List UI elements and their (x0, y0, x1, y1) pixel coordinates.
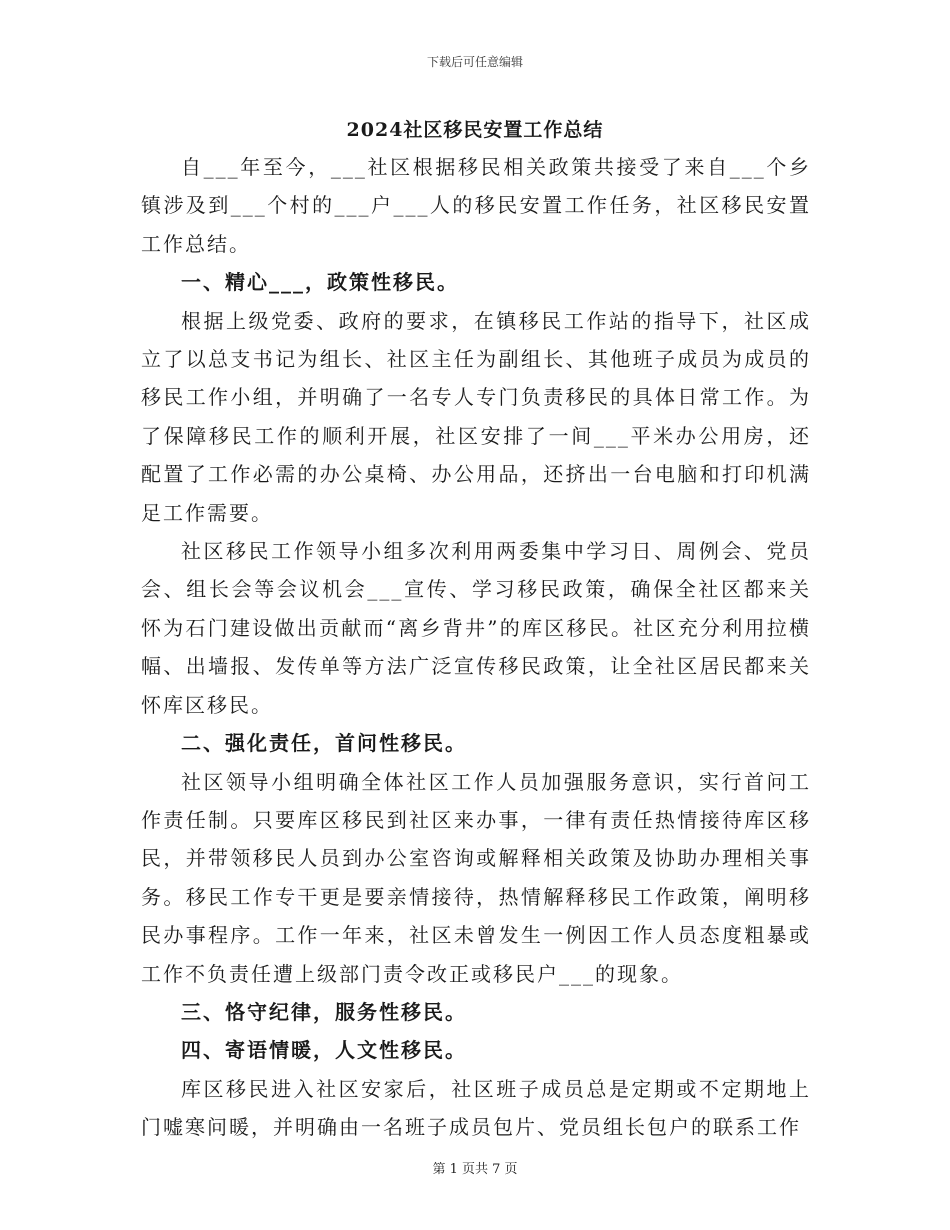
page-header-note: 下载后可任意编辑 (426, 55, 523, 69)
section-heading-2: 二、强化责任，首问性移民。 (181, 731, 467, 756)
page-number: 第 1 页共 7 页 (432, 1162, 518, 1177)
document-title: 2024社区移民安置工作总结 (346, 119, 604, 141)
body-paragraph: 社区领导小组明确全体社区工作人员加强服务意识，实行首问工作责任制。只要库区移民到社区来办事，一律有责任热情接待库区移民，并带领移民人员到办公室咨询或解释相关政策及协助办理相关事务。移民工作专干更是要亲情接待，热情解释移民工作政策，阐明移民办事程序。工作一年来，社区未曾发生一例因工作人员态度粗暴或工作不负责任遭上级部门责令改正或移民户___的现象。 (141, 769, 811, 986)
body-paragraph: 社区移民工作领导小组多次利用两委集中学习日、周例会、党员会、组长会等会议机会___宣传、学习移民政策，确保全社区都来关怀为石门建设做出贡献而“离乡背井”的库区移民。社区充分利用拉横幅、出墙报、发传单等方法广泛宣传移民政策，让全社区居民都来关怀库区移民。 (141, 539, 811, 717)
intro-paragraph: 自___年至今，___社区根据移民相关政策共接受了来自___个乡镇涉及到___个村的___户___人的移民安置工作任务，社区移民安置工作总结。 (141, 155, 811, 256)
body-paragraph: 库区移民进入社区安家后，社区班子成员总是定期或不定期地上门嘘寒问暖，并明确由一名班子成员包片、党员组长包户的联系工作 (141, 1076, 811, 1140)
section-heading-1: 一、精心___，政策性移民。 (181, 270, 459, 295)
section-heading-3: 三、恪守纪律，服务性移民。 (181, 999, 467, 1024)
document-body (141, 148, 811, 1147)
section-heading-4: 四、寄语情暖，人文性移民。 (181, 1038, 467, 1063)
body-paragraph: 根据上级党委、政府的要求，在镇移民工作站的指导下，社区成立了以总支书记为组长、社区主任为副组长、其他班子成员为成员的移民工作小组，并明确了一名专人专门负责移民的具体日常工作。为了保障移民工作的顺利开展，社区安排了一间___平米办公用房，还配置了工作必需的办公桌椅、办公用品，还挤出一台电脑和打印机满足工作需要。 (141, 308, 811, 525)
